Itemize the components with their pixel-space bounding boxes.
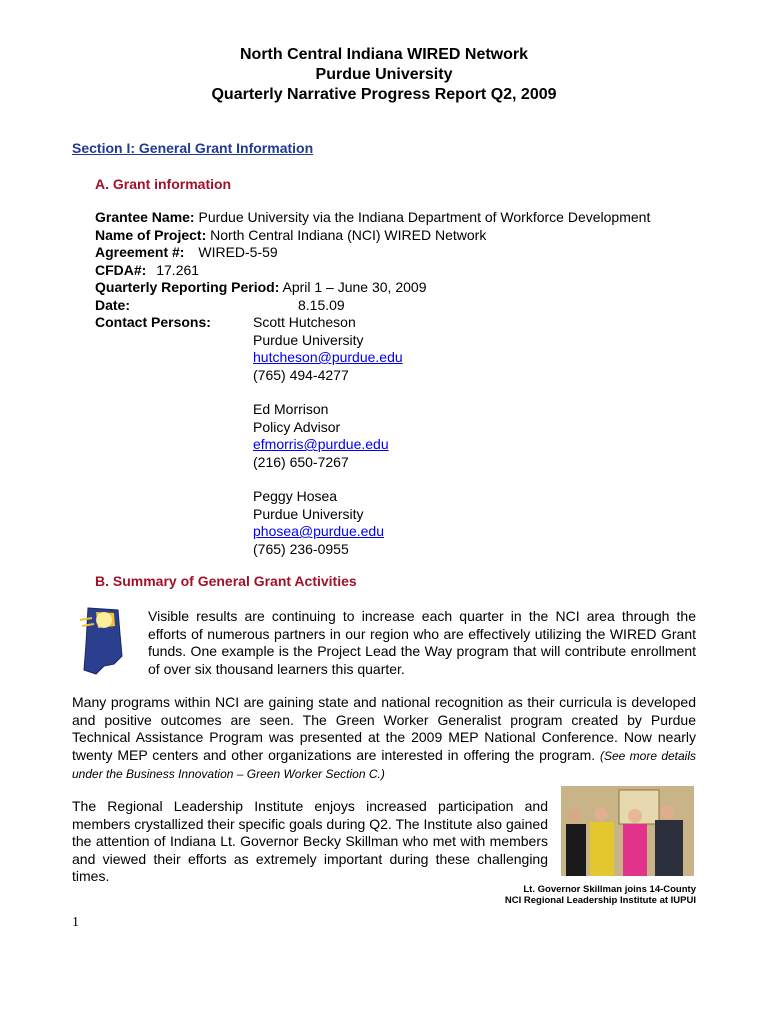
contact-item (253, 314, 403, 384)
grantee-label: Grantee Name: (95, 209, 195, 225)
contact-email-link[interactable]: efmorris@purdue.edu (253, 436, 389, 452)
contact-item (253, 488, 403, 558)
grantee-value: Purdue University via the Indiana Department of Workforce Development (198, 209, 651, 225)
agreement-value: WIRED-5-59 (198, 244, 278, 260)
contact-email-link[interactable]: hutcheson@purdue.edu (253, 349, 403, 365)
section-1-heading: Section I: General Grant Information (72, 140, 314, 156)
photo-caption (480, 884, 696, 906)
date-row (95, 297, 715, 315)
subheading-summary-activities: B. Summary of General Grant Activities (95, 573, 357, 589)
contacts-label: Contact Persons: (95, 314, 211, 330)
report-title-line3: Quarterly Narrative Progress Report Q2, 2009 (211, 86, 557, 103)
period-row (95, 279, 715, 297)
page-number: 1 (72, 915, 79, 930)
agreement-row (95, 244, 715, 262)
summary-paragraph-2-text: Many programs within NCI are gaining state and national recognition as their curricula is developed and positive outcomes are seen. The Green Worker Generalist program created by Purdue Technical Assistance Program was presented at the 2009 MEP National Conference. Now nearly twenty MEP centers and other organizations are interested in offering the program. (72, 694, 696, 763)
project-label: Name of Project: (95, 226, 207, 243)
period-value: April 1 – June 30, 2009 (282, 279, 427, 295)
project-row (95, 227, 715, 245)
contact-role: Policy Advisor (253, 418, 341, 435)
cfda-label: CFDA#: (95, 261, 147, 278)
agreement-label: Agreement #: (95, 244, 185, 260)
report-title-line1: North Central Indiana WIRED Network (239, 46, 529, 63)
summary-paragraph-3: The Regional Leadership Institute enjoys increased participation and members crystallized their specific goals during Q2. The Institute also gained the attention of Indiana Lt. Governor Becky Skillman who met with members and viewed their efforts as extremely important during these challenging times. (72, 798, 548, 885)
summary-paragraph-2 (72, 694, 696, 784)
report-title-line2: Purdue University (315, 66, 453, 83)
contact-phone: (765) 236-0955 (253, 540, 349, 557)
summary-paragraph-1: Visible results are continuing to increase each quarter in the NCI area through the efforts of numerous partners in our region who are effectively utilizing the WIRED Grant funds. One example is the Project Lead the Way program that will contribute enrollment of over six thousand learners this quarter. (148, 608, 696, 677)
cfda-value: 17.261 (156, 261, 200, 278)
period-label: Quarterly Reporting Period: (95, 279, 280, 295)
leadership-institute-photo (561, 786, 694, 876)
contact-phone: (216) 650-7267 (253, 453, 349, 470)
contact-phone: (765) 494-4277 (253, 366, 349, 383)
date-value: 8.15.09 (298, 296, 345, 313)
caption-line-1: Lt. Governor Skillman joins 14-County (523, 884, 696, 895)
contacts-list (253, 314, 403, 575)
grantee-row (95, 209, 715, 227)
date-label: Date: (95, 296, 131, 313)
contact-email-link[interactable]: phosea@purdue.edu (253, 523, 384, 539)
subheading-grant-information: A. Grant information (95, 176, 232, 192)
contact-name: Peggy Hosea (253, 488, 338, 504)
contact-name: Ed Morrison (253, 401, 329, 417)
cfda-row (95, 262, 715, 280)
summary-paragraph-2-note: (See more details under the Business Innovation – Green Worker Section C.) (72, 748, 697, 782)
report-title (0, 45, 768, 105)
project-value: North Central Indiana (NCI) WIRED Network (210, 226, 487, 243)
contact-item (253, 401, 403, 471)
contact-role: Purdue University (253, 505, 364, 522)
photo-image (561, 786, 694, 876)
grant-info-block (95, 209, 715, 314)
contact-role: Purdue University (253, 331, 364, 348)
indiana-map-icon (74, 604, 134, 678)
caption-line-2: NCI Regional Leadership Institute at IUPUI (504, 895, 696, 906)
contact-name: Scott Hutcheson (253, 314, 356, 330)
